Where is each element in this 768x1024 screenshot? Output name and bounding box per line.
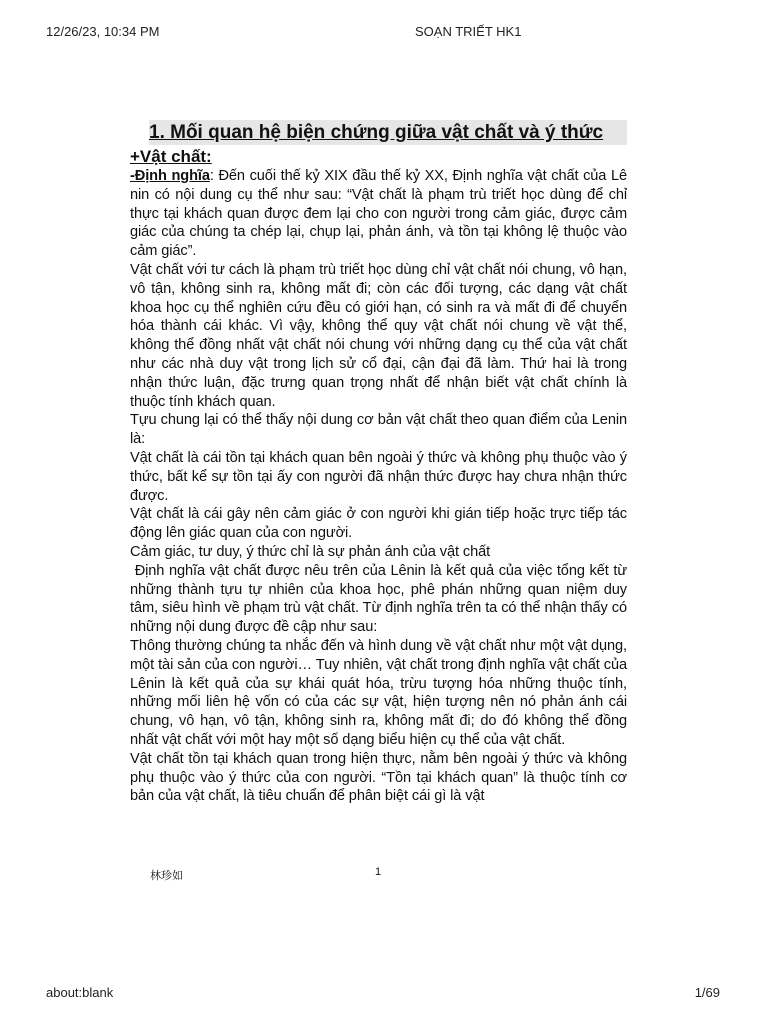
author-signature: 林珍如 — [150, 870, 183, 882]
section-heading: 1. Mối quan hệ biện chứng giữa vật chất và ý thức — [149, 120, 627, 145]
page-count: 1/69 — [694, 985, 720, 1000]
subheading: +Vật chất: — [130, 147, 212, 166]
document-title: SOẠN TRIẾT HK1 — [415, 24, 522, 39]
paragraph: Định nghĩa vật chất được nêu trên của Lênin là kết quả của việc tổng kết từ những thành tựu tự nhiên của khoa học, phê phán những quan niệm duy tâm, siêu hình về phạm trù vật chất. Từ định nghĩa trên ta có thể nhận thấy có những nội dung được đề cập như sau: — [130, 562, 631, 636]
paragraph: Vật chất là cái tồn tại khách quan bên ngoài ý thức và không phụ thuộc vào ý thức, bất kể sự tồn tại ấy con người đã nhận thức được hay chưa nhận thức được. — [130, 449, 627, 504]
paragraph: Tựu chung lại có thể thấy nội dung cơ bản vật chất theo quan điểm của Lenin là: — [130, 412, 627, 448]
paragraph: Vật chất với tư cách là phạm trù triết học dùng chỉ vật chất nói chung, vô hạn, vô tận, không sinh ra, không mất đi; còn các đối tượng, các dạng vật chất khoa học cụ thể nghiên cứu đều có giới hạn, có sinh ra và mất đi để chuyển hóa thành cái khác. Vì vậy, không thể quy vật chất nói chung về vật thể, không thể đồng nhất vật chất nói chung với những dạng cụ thể của vật chất như các nhà duy vật trong lịch sử cổ đại, cận đại đã làm. Thứ hai là trong nhận thức luận, đặc trưng quan trọng nhất để nhận biết vật chất chính là thuộc tính khách quan. — [130, 261, 627, 410]
page-number: 1 — [375, 866, 382, 878]
page-url: about:blank — [46, 985, 114, 1000]
definition-label: -Định nghĩa — [130, 168, 210, 184]
definition-text: : Đến cuối thế kỷ XIX đầu thế kỷ XX, Định nghĩa vật chất của Lê nin có nội dung cụ thể như sau: “Vật chất là phạm trù triết học dùng để chỉ thực tại khách quan được đem lại cho con người trong cảm giác, được cảm giác của chúng ta chép lại, chụp lại, phản ánh, và tồn tại không lệ thuộc vào cảm giác”. — [130, 168, 627, 260]
paragraph: Vật chất tồn tại khách quan trong hiện thực, nằm bên ngoài ý thức và không phụ thuộc vào ý thức của con người. “Tồn tại khách quan” là thuộc tính cơ bản của vật chất, là tiêu chuẩn để phân biệt cái gì là vật — [130, 750, 627, 805]
paragraph: Cảm giác, tư duy, ý thức chỉ là sự phản ánh của vật chất — [130, 543, 491, 560]
print-datetime: 12/26/23, 10:34 PM — [46, 24, 160, 39]
document-body — [130, 120, 631, 806]
paragraph: Thông thường chúng ta nhắc đến và hình dung về vật chất như một vật dụng, một tài sản của con người… Tuy nhiên, vật chất trong định nghĩa vật chất của Lênin là kết quả của sự khái quát hóa, trừu tượng hóa những thuộc tính, những mối liên hệ vốn có của các sự vật, hiện tượng nên nó phản ánh cái chung, vô hạn, vô tận, không sinh ra, không mất đi; do đó không thể đồng nhất vật chất với một hay một số dạng biểu hiện cụ thể của vật chất. — [130, 637, 627, 748]
paragraph: Vật chất là cái gây nên cảm giác ở con người khi gián tiếp hoặc trực tiếp tác động lên giác quan của con người. — [130, 506, 627, 542]
definition-paragraph — [130, 167, 627, 261]
